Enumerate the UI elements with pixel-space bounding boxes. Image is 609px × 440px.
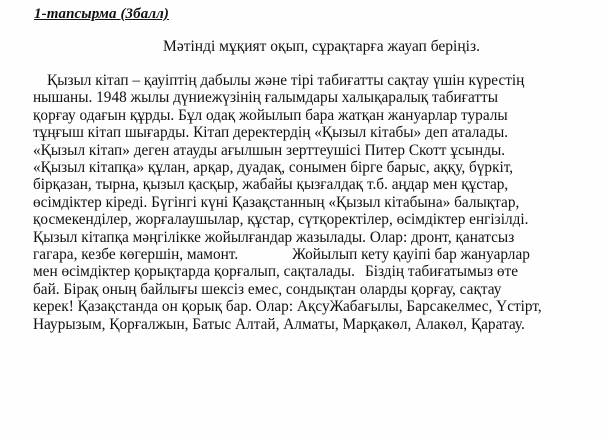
task-instruction: Мәтінді мұқият оқып, сұрақтарға жауап беріңіз. xyxy=(163,38,480,55)
passage-line: тұңғыш кітап шығарды. Кітап деректердің «Қызыл кітабы» деп аталады. xyxy=(33,124,509,142)
passage-line: нышаны. 1948 жылы дүниежүзінің ғалымдары халықаралық табиғатты xyxy=(33,89,498,107)
passage-line: Қызыл кітапқа мәңгілікке жойылғандар жазылады. Олар: дронт, қанатсыз xyxy=(33,228,515,246)
passage-line: Қызыл кітап – қауіптің дабылы және тірі табиғатты сақтау үшін күрестің xyxy=(47,72,525,89)
passage-line-segment: Жойылып кету қауіпі бар жануарлар xyxy=(292,246,530,264)
passage-line: қосмекенділер, жорғалаушылар, құстар, сүтқоректілер, өсімдіктер енгізілді. xyxy=(33,211,529,229)
passage-line: өсімдіктер кіреді. Бүгінгі күні Қазақстанның «Қызыл кітабына» балықтар, xyxy=(33,193,520,211)
task-heading: 1-тапсырма (3балл) xyxy=(34,6,170,22)
passage-line: «Қызыл кітап» деген атауды ағылшын зерттеушісі Питер Скотт ұсынды. xyxy=(33,141,506,159)
passage-line: «Қызыл кітапқа» құлан, арқар, дуадақ, сонымен бірге барыс, аққу, бүркіт, xyxy=(33,159,514,177)
passage-line: бай. Бірақ оның байлығы шексіз емес, сондықтан оларды қорғау, сақтау xyxy=(33,280,502,298)
passage-line-segment: гагара, кезбе көгершін, мамонт. xyxy=(33,246,239,264)
passage-line: бірқазан, тырна, қызыл қасқыр, жабайы қызғалдақ т.б. аңдар мен құстар, xyxy=(33,176,509,194)
passage-line xyxy=(33,246,593,263)
reading-passage xyxy=(33,72,593,333)
passage-line-segment: мен өсімдіктер қорықтарда қорғалып, сақталады. xyxy=(33,263,355,281)
passage-line: керек! Қазақстанда он қорық бар. Олар: АқсуЖабағылы, Барсакелмес, Үстірт, xyxy=(33,298,542,316)
passage-line xyxy=(33,263,593,280)
passage-line-segment: Біздің табиғатымыз өте xyxy=(364,263,519,281)
passage-line: қорғау одағын құрды. Бұл одақ жойылып бара жатқан жануарлар туралы xyxy=(33,106,508,124)
passage-line: Наурызым, Қорғалжын, Батыс Алтай, Алматы, Марқакөл, Алакөл, Қаратау. xyxy=(33,315,525,333)
